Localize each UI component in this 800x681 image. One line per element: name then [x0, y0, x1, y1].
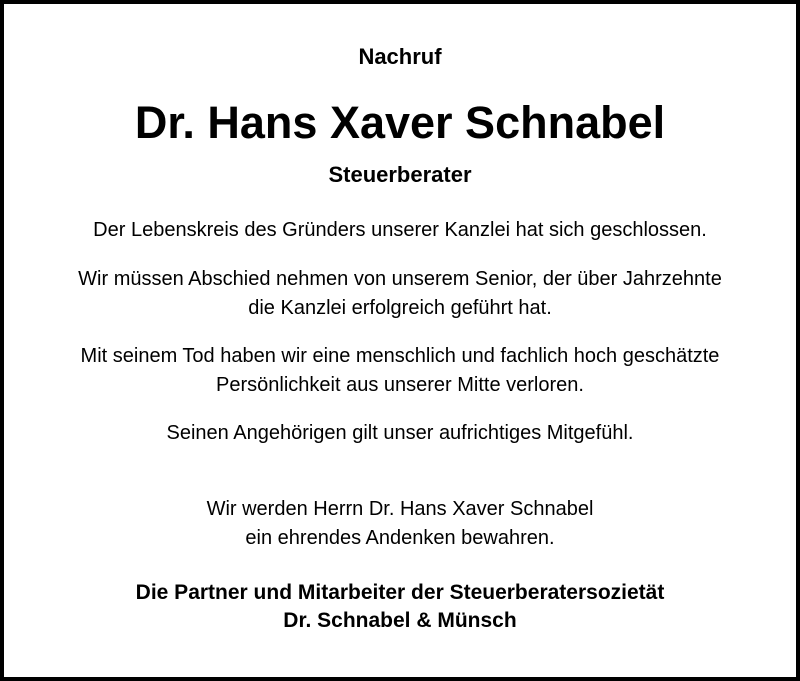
- remembrance-line: ein ehrendes Andenken bewahren.: [245, 527, 555, 549]
- signature-block: [0, 579, 800, 635]
- paragraph-line: Mit seinem Tod haben wir eine menschlich und fachlich hoch geschätzte: [80, 345, 720, 367]
- deceased-profession: Steuerberater: [328, 162, 472, 187]
- remembrance-line: Wir werden Herrn Dr. Hans Xaver Schnabel: [206, 498, 594, 520]
- paragraph-condolence: [0, 419, 800, 448]
- paragraph-line: Seinen Angehörigen gilt unser aufrichtiges Mitgefühl.: [166, 422, 634, 444]
- signature-line: Die Partner und Mitarbeiter der Steuerberatersozietät: [135, 581, 665, 604]
- paragraph-founder: [0, 216, 800, 245]
- paragraph-line: Wir müssen Abschied nehmen von unserem Senior, der über Jahrzehnte: [78, 268, 722, 290]
- paragraph-line: Persönlichkeit aus unserer Mitte verloren.: [216, 374, 584, 396]
- paragraph-line: Der Lebenskreis des Gründers unserer Kanzlei hat sich geschlossen.: [93, 219, 707, 241]
- paragraph-line: die Kanzlei erfolgreich geführt hat.: [248, 297, 552, 319]
- obituary-heading: Nachruf: [358, 44, 442, 69]
- remembrance-text: [0, 495, 800, 553]
- signature-line: Dr. Schnabel & Münsch: [283, 609, 517, 632]
- paragraph-farewell: [0, 265, 800, 323]
- deceased-name: Dr. Hans Xaver Schnabel: [134, 97, 666, 148]
- paragraph-loss: [0, 342, 800, 400]
